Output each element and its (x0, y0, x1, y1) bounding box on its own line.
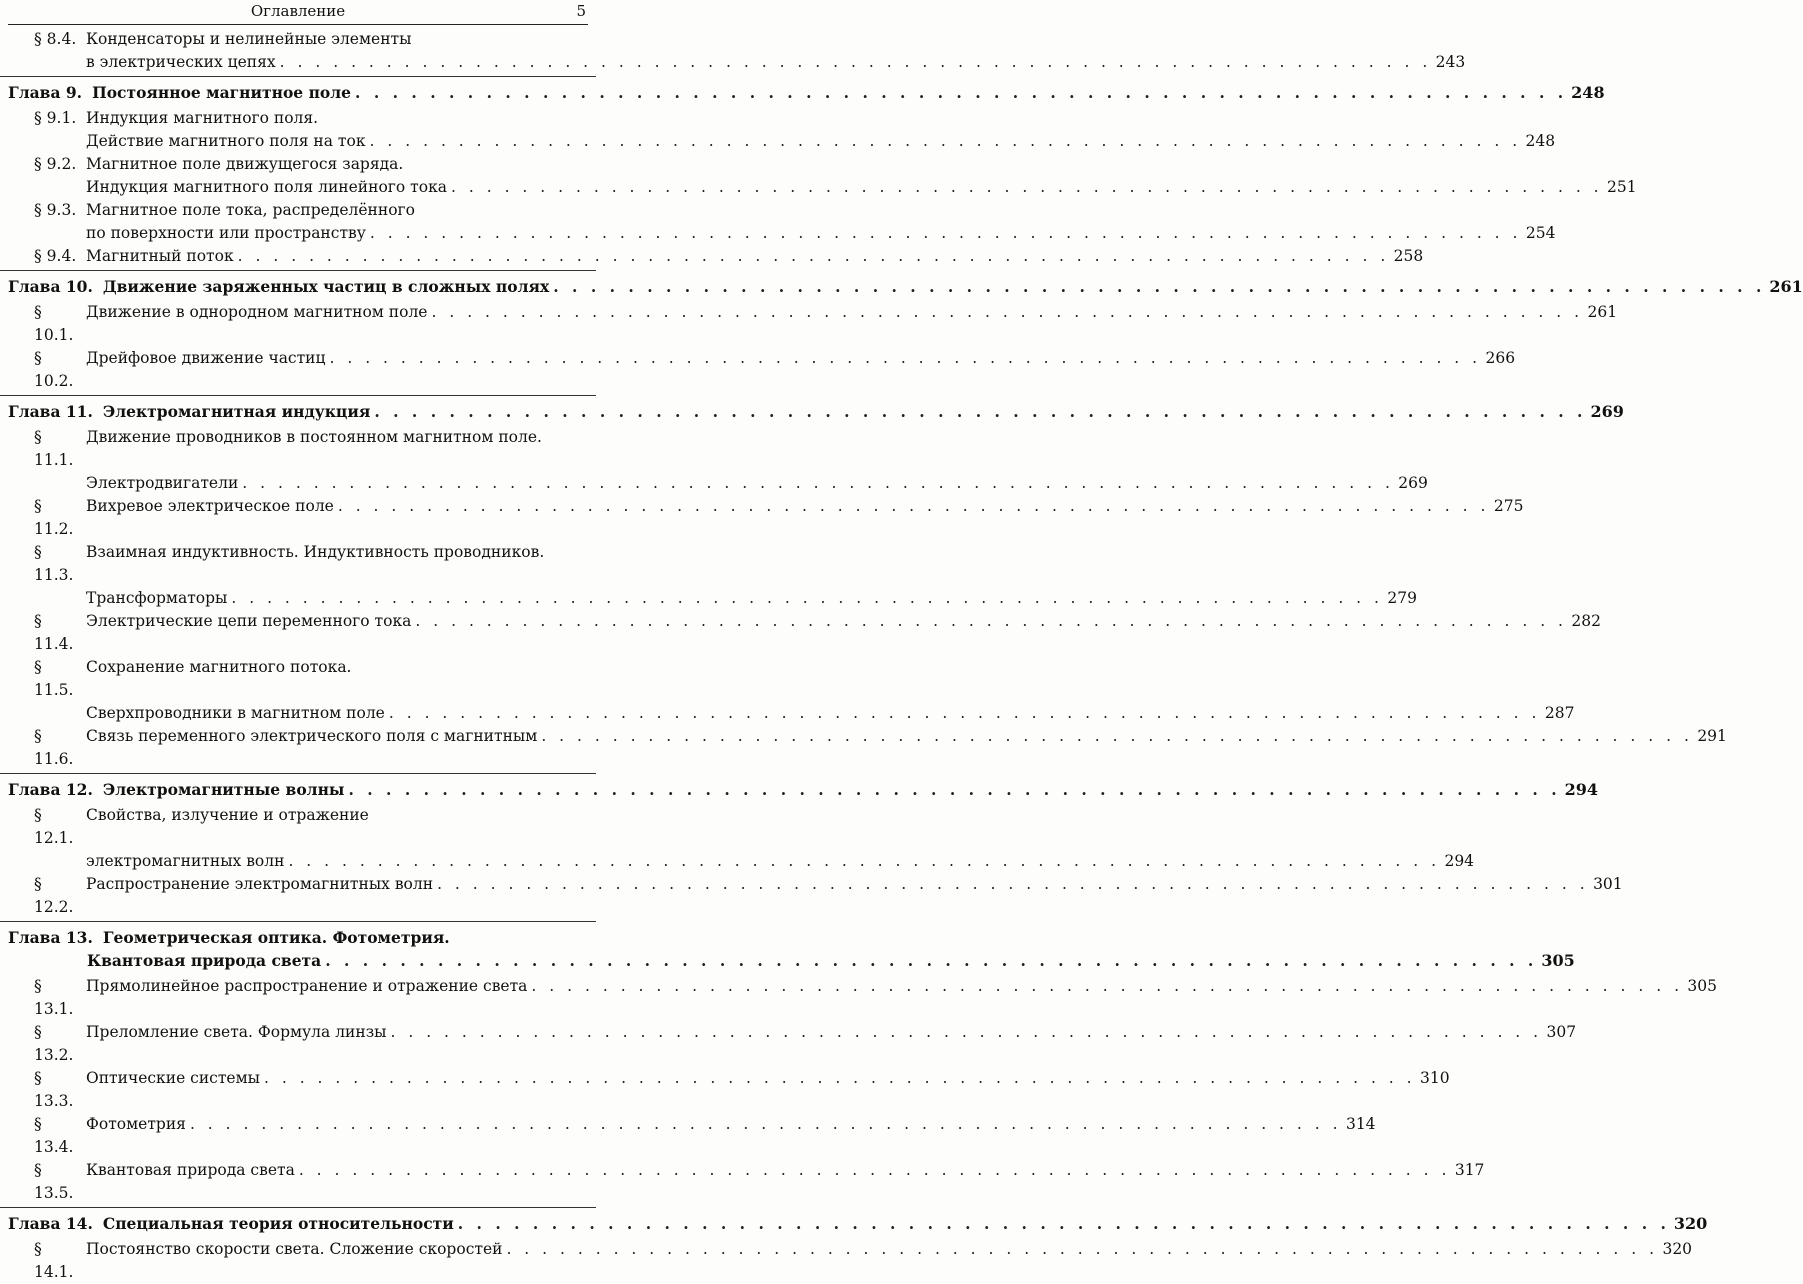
toc-chapter-entry (0, 270, 1803, 301)
dot-leader: . . . . . . . . . . . . . . . . . . . . . . . . . . . . . . . . . . . . . . . . . . . . . . . . . . . . . . . . . . . . . . . . . (388, 704, 1541, 722)
toc-section-entry (0, 725, 1727, 771)
dot-leader: . . . . . . . . . . . . . . . . . . . . . . . . . . . . . . . . . . . . . . . . . . . . . . . . . . . . . . . . . . . . . . . . . (337, 497, 1490, 515)
entry-title: Квантовая природа света (86, 1161, 295, 1179)
toc-section-entry (0, 245, 1424, 268)
entry-title-line-2: электромагнитных волн (86, 852, 285, 870)
dot-leader: . . . . . . . . . . . . . . . . . . . . . . . . . . . . . . . . . . . . . . . . . . . . . . . . . . . . . . . . . . . . . . . . . (355, 83, 1568, 102)
toc-section-entry (0, 541, 1417, 610)
entry-title-line-1: Свойства, излучение и отражение (86, 806, 369, 824)
dot-leader: . . . . . . . . . . . . . . . . . . . . . . . . . . . . . . . . . . . . . . . . . . . . . . . . . . . . . . . . . . . . . . . . . (369, 132, 1522, 150)
entry-title: Связь переменного электрического поля с магнитным (86, 727, 538, 745)
toc-chapter-entry (0, 773, 1598, 804)
toc-chapter-entry (0, 395, 1624, 426)
entry-page-number: 305 (1541, 951, 1575, 970)
entry-page-number: 248 (1525, 132, 1556, 150)
entry-title: Постоянство скорости света. Сложение скоростей (86, 1240, 503, 1258)
section-number: § 11.2. (34, 497, 74, 538)
entry-page-number: 266 (1485, 349, 1516, 367)
header-page-number: 5 (576, 2, 586, 20)
dot-leader: . . . . . . . . . . . . . . . . . . . . . . . . . . . . . . . . . . . . . . . . . . . . . . . . . . . . . . . . . . . . . . . . . (451, 178, 1603, 196)
section-number: § 11.4. (34, 612, 74, 653)
section-number: § 13.2. (34, 1023, 74, 1064)
entry-page-number: 287 (1544, 704, 1575, 722)
dot-leader: . . . . . . . . . . . . . . . . . . . . . . . . . . . . . . . . . . . . . . . . . . . . . . . . . . . . . . . . . . . . . . . . . (231, 589, 1383, 607)
table-of-contents (0, 28, 1803, 1284)
entry-title: Вихревое электрическое поле (86, 497, 334, 515)
section-number: § 9.4. (34, 247, 77, 265)
dot-leader: . . . . . . . . . . . . . . . . . . . . . . . . . . . . . . . . . . . . . . . . . . . . . . . . . . . . . . . . . . . . . . . . . (531, 977, 1684, 995)
toc-section-entry (0, 347, 1516, 393)
toc-section-entry (0, 873, 1623, 919)
toc-section-entry (0, 1021, 1577, 1067)
entry-title: Магнитный поток (86, 247, 234, 265)
section-number: § 13.3. (34, 1069, 74, 1110)
entry-title: Специальная теория относительности (102, 1214, 454, 1233)
chapter-number: Глава 12. (8, 780, 93, 799)
dot-leader: . . . . . . . . . . . . . . . . . . . . . . . . . . . . . . . . . . . . . . . . . . . . . . . . . . . . . . . . . . . . . . . . . (325, 951, 1538, 970)
dot-leader: . . . . . . . . . . . . . . . . . . . . . . . . . . . . . . . . . . . . . . . . . . . . . . . . . . . . . . . . . . . . . . . . . (506, 1240, 1659, 1258)
chapter-number: Глава 14. (8, 1214, 93, 1233)
entry-title-line-1: Магнитное поле тока, распределённого (86, 201, 415, 219)
dot-leader: . . . . . . . . . . . . . . . . . . . . . . . . . . . . . . . . . . . . . . . . . . . . . . . . . . . . . . . . . . . . . . . . . (288, 852, 1441, 870)
entry-page-number: 291 (1697, 727, 1727, 745)
entry-title-line-2: Индукция магнитного поля линейного тока (86, 178, 448, 196)
entry-title-line-2: Действие магнитного поля на ток (86, 132, 366, 150)
entry-title-line-1: Конденсаторы и нелинейные элементы (86, 30, 412, 48)
dot-leader: . . . . . . . . . . . . . . . . . . . . . . . . . . . . . . . . . . . . . . . . . . . . . . . . . . . . . . . . . . . . . . . . . (264, 1069, 1416, 1087)
section-number: § 12.2. (34, 875, 74, 916)
toc-section-entry (0, 426, 1428, 495)
section-number: § 13.1. (34, 977, 74, 1018)
entry-title-line-1: Сохранение магнитного потока. (86, 658, 352, 676)
toc-section-entry (0, 1067, 1450, 1113)
section-number: § 8.4. (34, 30, 77, 48)
entry-page-number: 307 (1546, 1023, 1577, 1041)
section-number: § 13.5. (34, 1161, 74, 1202)
chapter-number: Глава 9. (8, 83, 83, 102)
toc-section-entry (0, 610, 1601, 656)
entry-page-number: 314 (1345, 1115, 1376, 1133)
entry-title-line-2: Трансформаторы (86, 589, 228, 607)
dot-leader: . . . . . . . . . . . . . . . . . . . . . . . . . . . . . . . . . . . . . . . . . . . . . . . . . . . . . . . . . . . . . . . . . (415, 612, 1567, 630)
section-number: § 10.1. (34, 303, 74, 344)
entry-page-number: 261 (1587, 303, 1618, 321)
entry-page-number: 275 (1493, 497, 1524, 515)
section-number: § 10.2. (34, 349, 74, 390)
dot-leader: . . . . . . . . . . . . . . . . . . . . . . . . . . . . . . . . . . . . . . . . . . . . . . . . . . . . . . . . . . . . . . . . . (437, 875, 1589, 893)
dot-leader: . . . . . . . . . . . . . . . . . . . . . . . . . . . . . . . . . . . . . . . . . . . . . . . . . . . . . . . . . . . . . . . . . (189, 1115, 1342, 1133)
entry-title-line-2: в электрических цепях (86, 53, 276, 71)
entry-title-line-1: Магнитное поле движущегося заряда. (86, 155, 404, 173)
section-number: § 11.3. (34, 543, 74, 584)
dot-leader: . . . . . . . . . . . . . . . . . . . . . . . . . . . . . . . . . . . . . . . . . . . . . . . . . . . . . . . . . . . . . . . . . (390, 1023, 1543, 1041)
entry-title: Фотометрия (86, 1115, 186, 1133)
entry-title: Преломление света. Формула линзы (86, 1023, 387, 1041)
entry-page-number: 320 (1662, 1240, 1693, 1258)
entry-title: Электромагнитная индукция (102, 402, 371, 421)
dot-leader: . . . . . . . . . . . . . . . . . . . . . . . . . . . . . . . . . . . . . . . . . . . . . . . . . . . . . . . . . . . . . . . . . (541, 727, 1693, 745)
dot-leader: . . . . . . . . . . . . . . . . . . . . . . . . . . . . . . . . . . . . . . . . . . . . . . . . . . . . . . . . . . . . . . . . . (348, 780, 1561, 799)
entry-title-line-2: Квантовая природа света (87, 951, 322, 970)
dot-leader: . . . . . . . . . . . . . . . . . . . . . . . . . . . . . . . . . . . . . . . . . . . . . . . . . . . . . . . . . . . . . . . . . (298, 1161, 1451, 1179)
entry-page-number: 320 (1673, 1214, 1708, 1233)
entry-title-line-1: Взаимная индуктивность. Индуктивность проводников. (86, 543, 545, 561)
entry-page-number: 282 (1571, 612, 1601, 630)
entry-title: Дрейфовое движение частиц (86, 349, 326, 367)
entry-title: Оптические системы (86, 1069, 260, 1087)
entry-title-line-1: Геометрическая оптика. Фотометрия. (102, 928, 450, 947)
toc-section-entry (0, 153, 1637, 199)
dot-leader: . . . . . . . . . . . . . . . . . . . . . . . . . . . . . . . . . . . . . . . . . . . . . . . . . . . . . . . . . . . . . . . . . (369, 224, 1522, 242)
entry-title-line-2: Сверхпроводники в магнитном поле (86, 704, 385, 722)
toc-section-entry (0, 107, 1556, 153)
entry-title: Распространение электромагнитных волн (86, 875, 434, 893)
entry-page-number: 301 (1593, 875, 1623, 893)
header-title: Оглавление (250, 2, 346, 20)
entry-page-number: 248 (1571, 83, 1605, 102)
chapter-number: Глава 11. (8, 402, 93, 421)
entry-page-number: 294 (1444, 852, 1475, 870)
toc-section-entry (0, 28, 1466, 74)
toc-section-entry (0, 301, 1618, 347)
entry-title-line-1: Индукция магнитного поля. (86, 109, 319, 127)
entry-page-number: 254 (1525, 224, 1556, 242)
toc-section-entry (0, 975, 1718, 1021)
entry-title-line-1: Движение проводников в постоянном магнитном поле. (86, 428, 542, 446)
section-number: § 14.1. (34, 1240, 74, 1281)
toc-section-entry (0, 495, 1524, 541)
entry-page-number: 243 (1435, 53, 1466, 71)
entry-page-number: 261 (1769, 277, 1803, 296)
entry-page-number: 279 (1387, 589, 1417, 607)
toc-section-entry (0, 1238, 1693, 1284)
chapter-number: Глава 13. (8, 928, 93, 947)
dot-leader: . . . . . . . . . . . . . . . . . . . . . . . . . . . . . . . . . . . . . . . . . . . . . . . . . . . . . . . . . . . . . . . . . (457, 1214, 1670, 1233)
entry-page-number: 310 (1420, 1069, 1450, 1087)
toc-section-entry (0, 1159, 1485, 1205)
dot-leader: . . . . . . . . . . . . . . . . . . . . . . . . . . . . . . . . . . . . . . . . . . . . . . . . . . . . . . . . . . . . . . . . . (237, 247, 1390, 265)
entry-page-number: 269 (1590, 402, 1624, 421)
toc-section-entry (0, 1113, 1376, 1159)
running-header (8, 0, 588, 25)
entry-page-number: 269 (1398, 474, 1428, 492)
toc-chapter-entry (0, 76, 1605, 107)
toc-chapter-entry (0, 1207, 1708, 1238)
entry-page-number: 294 (1564, 780, 1598, 799)
entry-title-line-2: Электродвигатели (86, 474, 239, 492)
entry-title: Прямолинейное распространение и отражение света (86, 977, 528, 995)
chapter-number: Глава 10. (8, 277, 93, 296)
entry-page-number: 258 (1393, 247, 1424, 265)
dot-leader: . . . . . . . . . . . . . . . . . . . . . . . . . . . . . . . . . . . . . . . . . . . . . . . . . . . . . . . . . . . . . . . . . (374, 402, 1587, 421)
entry-title: Движение заряженных частиц в сложных полях (102, 277, 550, 296)
section-number: § 12.1. (34, 806, 74, 847)
section-number: § 11.6. (34, 727, 74, 768)
toc-chapter-entry (0, 921, 1575, 975)
toc-section-entry (0, 199, 1556, 245)
section-number: § 9.1. (34, 109, 77, 127)
dot-leader: . . . . . . . . . . . . . . . . . . . . . . . . . . . . . . . . . . . . . . . . . . . . . . . . . . . . . . . . . . . . . . . . . (431, 303, 1584, 321)
entry-page-number: 305 (1687, 977, 1718, 995)
section-number: § 9.2. (34, 155, 77, 173)
section-number: § 11.5. (34, 658, 74, 699)
section-number: § 9.3. (34, 201, 77, 219)
entry-title: Движение в однородном магнитном поле (86, 303, 428, 321)
dot-leader: . . . . . . . . . . . . . . . . . . . . . . . . . . . . . . . . . . . . . . . . . . . . . . . . . . . . . . . . . . . . . . . . . (279, 53, 1432, 71)
entry-title: Электромагнитные волны (102, 780, 345, 799)
toc-section-entry (0, 656, 1575, 725)
dot-leader: . . . . . . . . . . . . . . . . . . . . . . . . . . . . . . . . . . . . . . . . . . . . . . . . . . . . . . . . . . . . . . . . . (553, 277, 1766, 296)
entry-title-line-2: по поверхности или пространству (86, 224, 366, 242)
entry-page-number: 251 (1607, 178, 1637, 196)
dot-leader: . . . . . . . . . . . . . . . . . . . . . . . . . . . . . . . . . . . . . . . . . . . . . . . . . . . . . . . . . . . . . . . . . (329, 349, 1482, 367)
entry-title: Постоянное магнитное поле (92, 83, 352, 102)
entry-title: Электрические цепи переменного тока (86, 612, 412, 630)
section-number: § 11.1. (34, 428, 74, 469)
entry-page-number: 317 (1454, 1161, 1485, 1179)
section-number: § 13.4. (34, 1115, 74, 1156)
toc-section-entry (0, 804, 1475, 873)
dot-leader: . . . . . . . . . . . . . . . . . . . . . . . . . . . . . . . . . . . . . . . . . . . . . . . . . . . . . . . . . . . . . . . . . (242, 474, 1394, 492)
